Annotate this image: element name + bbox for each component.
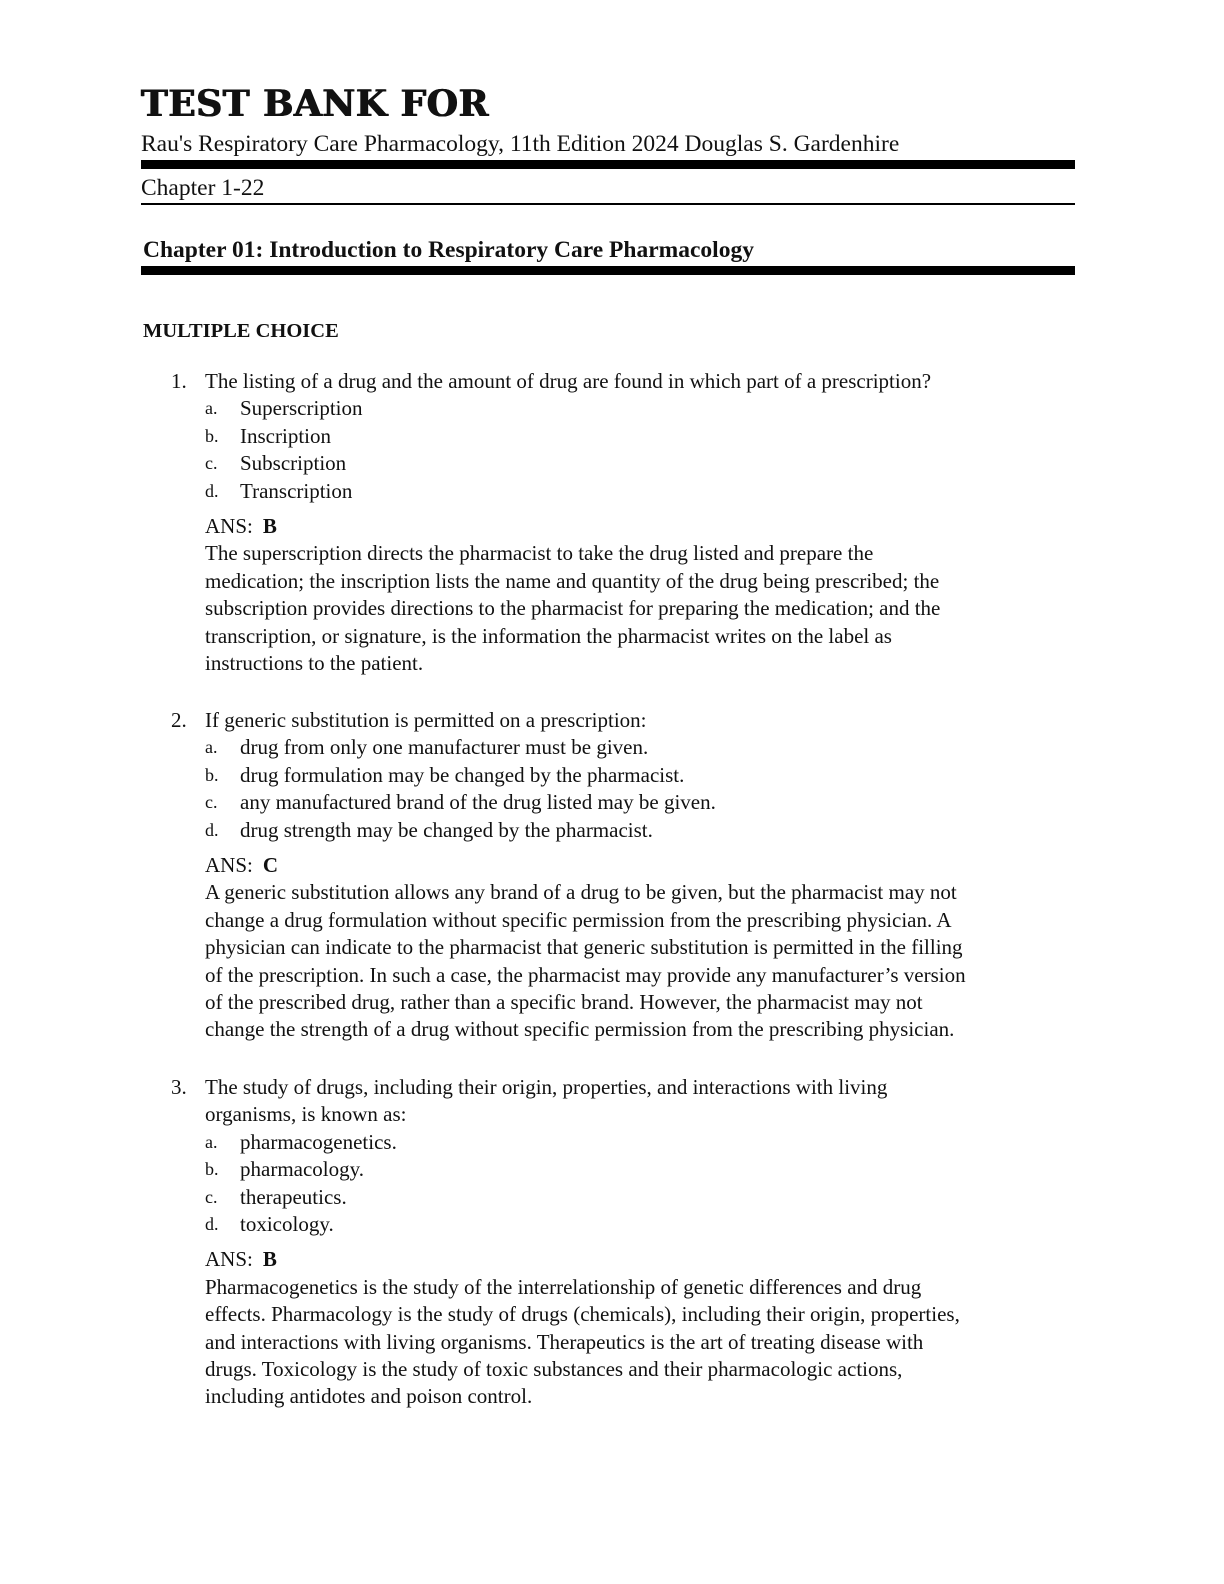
option-letter: a. [205,398,218,419]
option-d [141,1211,1075,1238]
rationale-line: A generic substitution allows any brand of a drug to be given, but the pharmacist may not [205,880,957,905]
rationale-line: The superscription directs the pharmacist to take the drug listed and prepare the [205,541,874,566]
option-letter: d. [205,1214,219,1235]
option-c [141,789,1075,816]
option-letter: a. [205,737,218,758]
question-2 [141,707,1075,1044]
option-text: drug from only one manufacturer must be given. [240,735,649,760]
rationale-line: change a drug formulation without specific permission from the prescribing physician. A [205,907,952,932]
option-a [141,395,1075,422]
rationale [141,879,1065,1043]
rationale [141,1274,1065,1411]
rationale-line: including antidotes and poison control. [205,1384,533,1409]
rationale-line: drugs. Toxicology is the study of toxic substances and their pharmacologic actions, [205,1357,903,1382]
answer-label: ANS: [205,1247,253,1272]
answer-label: ANS: [205,514,253,539]
question-text-line: The study of drugs, including their origin, properties, and interactions with living [205,1075,888,1099]
option-letter: c. [205,1186,218,1207]
option-a [141,734,1075,761]
header-rule-thin [141,203,1075,205]
option-letter: b. [205,425,219,446]
question-text: If generic substitution is permitted on a prescription: [205,708,647,732]
option-text: any manufactured brand of the drug listed may be given. [240,790,716,815]
answer-key: B [262,1247,277,1272]
option-text: Superscription [240,396,363,421]
option-d [141,817,1075,844]
option-letter: d. [205,480,219,501]
option-b [141,423,1075,450]
rationale-line: effects. Pharmacology is the study of drugs (chemicals), including their origin, properties, [205,1302,960,1327]
answer-line [141,1246,1075,1273]
option-letter: a. [205,1131,218,1152]
answer-label: ANS: [205,853,253,878]
rationale-line: and interactions with living organisms. Therapeutics is the art of treating disease with [205,1329,924,1354]
rationale-line: transcription, or signature, is the information the pharmacist writes on the label as [205,623,892,648]
option-text: therapeutics. [240,1184,347,1209]
book-title: Rau's Respiratory Care Pharmacology, 11th Edition 2024 Douglas S. Gardenhire [141,131,900,157]
test-bank-title: TEST BANK FOR [141,83,489,125]
option-letter: b. [205,764,219,785]
option-d [141,478,1075,505]
question-text-line: organisms, is known as: [205,1102,407,1127]
option-c [141,450,1075,477]
rationale-line: of the prescribed drug, rather than a specific brand. However, the pharmacist may not [205,990,923,1015]
option-b [141,762,1075,789]
option-c [141,1184,1075,1211]
rationale-line: subscription provides directions to the pharmacist for preparing the medication; and the [205,596,941,621]
options-list [141,395,1075,505]
answer-key: B [262,514,277,539]
option-letter: c. [205,453,218,474]
option-letter: b. [205,1159,219,1180]
option-text: Inscription [240,423,331,448]
chapter-heading: Chapter 01: Introduction to Respiratory Care Pharmacology [143,237,754,263]
question-1 [141,368,1075,677]
option-text: toxicology. [240,1212,334,1237]
chapter-rule [141,266,1075,275]
section-title: MULTIPLE CHOICE [143,320,339,342]
options-list [141,734,1075,844]
option-text: pharmacology. [240,1157,365,1182]
header-rule-thick [141,160,1075,169]
rationale-line: physician can indicate to the pharmacist that generic substitution is permitted in the filling [205,935,963,960]
options-list [141,1129,1075,1239]
option-letter: d. [205,819,219,840]
rationale-line: change the strength of a drug without specific permission from the prescribing physician. [205,1017,955,1042]
option-letter: c. [205,792,218,813]
rationale [141,540,1065,677]
question-stem [141,368,1075,395]
option-text: Transcription [240,478,353,503]
option-text: pharmacogenetics. [240,1129,397,1154]
question-number: 1. [171,369,187,393]
rationale-line: Pharmacogenetics is the study of the interrelationship of genetic differences and drug [205,1274,922,1299]
rationale-line: medication; the inscription lists the name and quantity of the drug being prescribed; the [205,568,940,593]
question-text: The listing of a drug and the amount of drug are found in which part of a prescription? [205,369,932,393]
question-3 [141,1074,1075,1411]
rationale-line: of the prescription. In such a case, the pharmacist may provide any manufacturer’s version [205,962,966,987]
answer-line [141,852,1075,879]
question-number: 3. [171,1075,187,1099]
answer-key: C [262,853,279,878]
answer-line [141,513,1075,540]
rationale-line: instructions to the patient. [205,651,424,676]
question-stem [141,1074,1075,1129]
option-a [141,1129,1075,1156]
option-b [141,1156,1075,1183]
option-text: drug strength may be changed by the pharmacist. [240,817,653,842]
question-stem [141,707,1075,734]
question-number: 2. [171,708,187,732]
chapter-range: Chapter 1-22 [141,175,265,201]
option-text: drug formulation may be changed by the pharmacist. [240,762,685,787]
option-text: Subscription [240,451,347,476]
